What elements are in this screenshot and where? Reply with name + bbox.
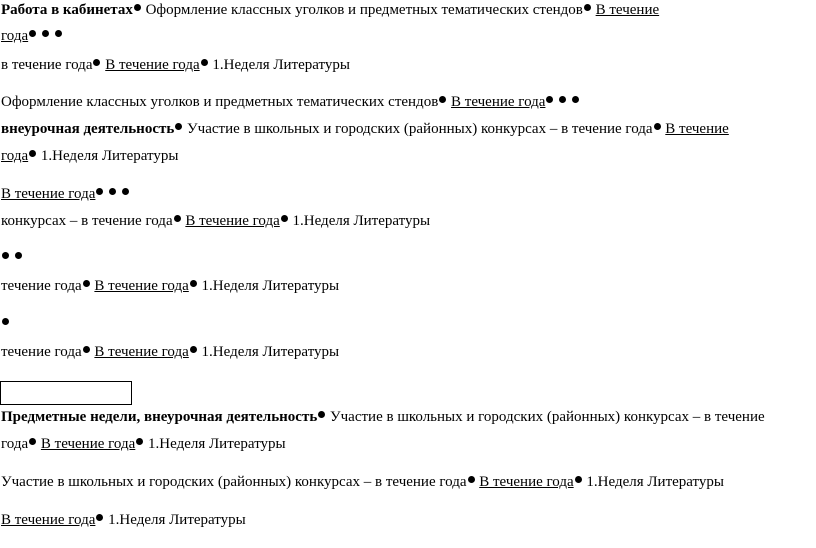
line-text: в течение года [1, 57, 93, 73]
line-12 [1, 341, 339, 363]
literature-week-text: 1.Неделя Литературы [197, 278, 340, 294]
bullet-icon [654, 123, 661, 130]
line-10 [1, 275, 339, 297]
bullet-icon [575, 476, 582, 483]
bullet-icon [572, 96, 579, 103]
bullet-icon [2, 318, 9, 325]
line-3 [1, 54, 350, 76]
section-heading-cabinets: Работа в кабинетах [1, 2, 133, 18]
bullet-icon [93, 59, 100, 66]
bullet-icon [318, 411, 325, 418]
link-during-year[interactable]: В течение года [94, 278, 189, 294]
line-16 [1, 509, 246, 531]
line-15 [1, 471, 724, 493]
bullet-icon [174, 215, 181, 222]
bullet-icon [29, 438, 36, 445]
line-text: Участие в школьных и городских (районных) конкурсах – в течение года [1, 474, 467, 490]
link-during-year[interactable]: В течение [665, 121, 729, 137]
literature-week-text: 1.Неделя Литературы [288, 213, 431, 229]
link-during-year[interactable]: В течение года [105, 57, 200, 73]
line-8 [1, 210, 430, 232]
bullet-icon [559, 96, 566, 103]
line-text: течение года [1, 278, 82, 294]
line-13 [1, 406, 765, 428]
bullet-icon [584, 4, 591, 11]
link-during-year[interactable]: В течение года [1, 512, 96, 528]
literature-week-text: 1.Неделя Литературы [582, 474, 724, 490]
line-5 [1, 118, 729, 140]
literature-week-text: 1.Неделя Литературы [197, 344, 340, 360]
line-4 [1, 91, 580, 113]
line-text: Участие в школьных и городских (районных) конкурсах – в течение года [183, 121, 653, 137]
link-year[interactable]: года [1, 28, 29, 44]
empty-table-cell [0, 381, 132, 405]
line-text: года [1, 436, 29, 452]
bullet-icon [468, 476, 475, 483]
line-1 [1, 0, 659, 21]
line-7 [1, 183, 130, 205]
bullet-icon [42, 30, 49, 37]
bullet-icon [201, 59, 208, 66]
bullet-icon [55, 30, 62, 37]
bullet-icon [134, 4, 141, 11]
literature-week-text: 1.Неделя Литературы [37, 148, 179, 164]
literature-week-text: 1.Неделя Литературы [208, 57, 350, 73]
line-14 [1, 433, 286, 455]
link-during-year[interactable]: В течение года [185, 213, 280, 229]
bullet-icon [190, 280, 197, 287]
bullet-icon [109, 188, 116, 195]
bullet-icon [190, 346, 197, 353]
bullet-icon [281, 215, 288, 222]
bullet-icon [96, 514, 103, 521]
bullet-icon [15, 252, 22, 259]
bullet-icon [136, 438, 143, 445]
link-during-year[interactable]: В течение года [40, 436, 136, 452]
link-during-year[interactable]: В течение [595, 2, 660, 18]
link-during-year[interactable]: В течение года [1, 186, 96, 202]
bullet-icon [29, 30, 36, 37]
line-text: течение года [1, 344, 82, 360]
line-2 [1, 25, 63, 47]
line-text: Оформление классных уголков и предметных тематических стендов [1, 94, 439, 110]
line-text: Оформление классных уголков и предметных тематических стендов [141, 2, 583, 18]
section-heading-subject-weeks: Предметные недели, внеурочная деятельность [1, 409, 318, 425]
bullet-icon [29, 150, 36, 157]
literature-week-text: 1.Неделя Литературы [104, 512, 246, 528]
line-9 [1, 247, 23, 269]
bullet-icon [546, 96, 553, 103]
line-6 [1, 145, 178, 167]
bullet-icon [83, 280, 90, 287]
line-11 [1, 313, 10, 335]
bullet-icon [83, 346, 90, 353]
link-during-year[interactable]: В течение года [94, 344, 189, 360]
bullet-icon [122, 188, 129, 195]
bullet-icon [96, 188, 103, 195]
link-during-year[interactable]: В течение года [479, 474, 574, 490]
link-year[interactable]: года [1, 148, 29, 164]
link-during-year[interactable]: В течение года [451, 94, 546, 110]
line-text: Участие в школьных и городских (районных) конкурсах – в течение [326, 409, 765, 425]
section-heading-extracurricular: внеурочная деятельность [1, 121, 175, 137]
bullet-icon [175, 123, 182, 130]
bullet-icon [439, 96, 446, 103]
line-text: конкурсах – в течение года [1, 213, 173, 229]
bullet-icon [2, 252, 9, 259]
literature-week-text: 1.Неделя Литературы [144, 436, 286, 452]
